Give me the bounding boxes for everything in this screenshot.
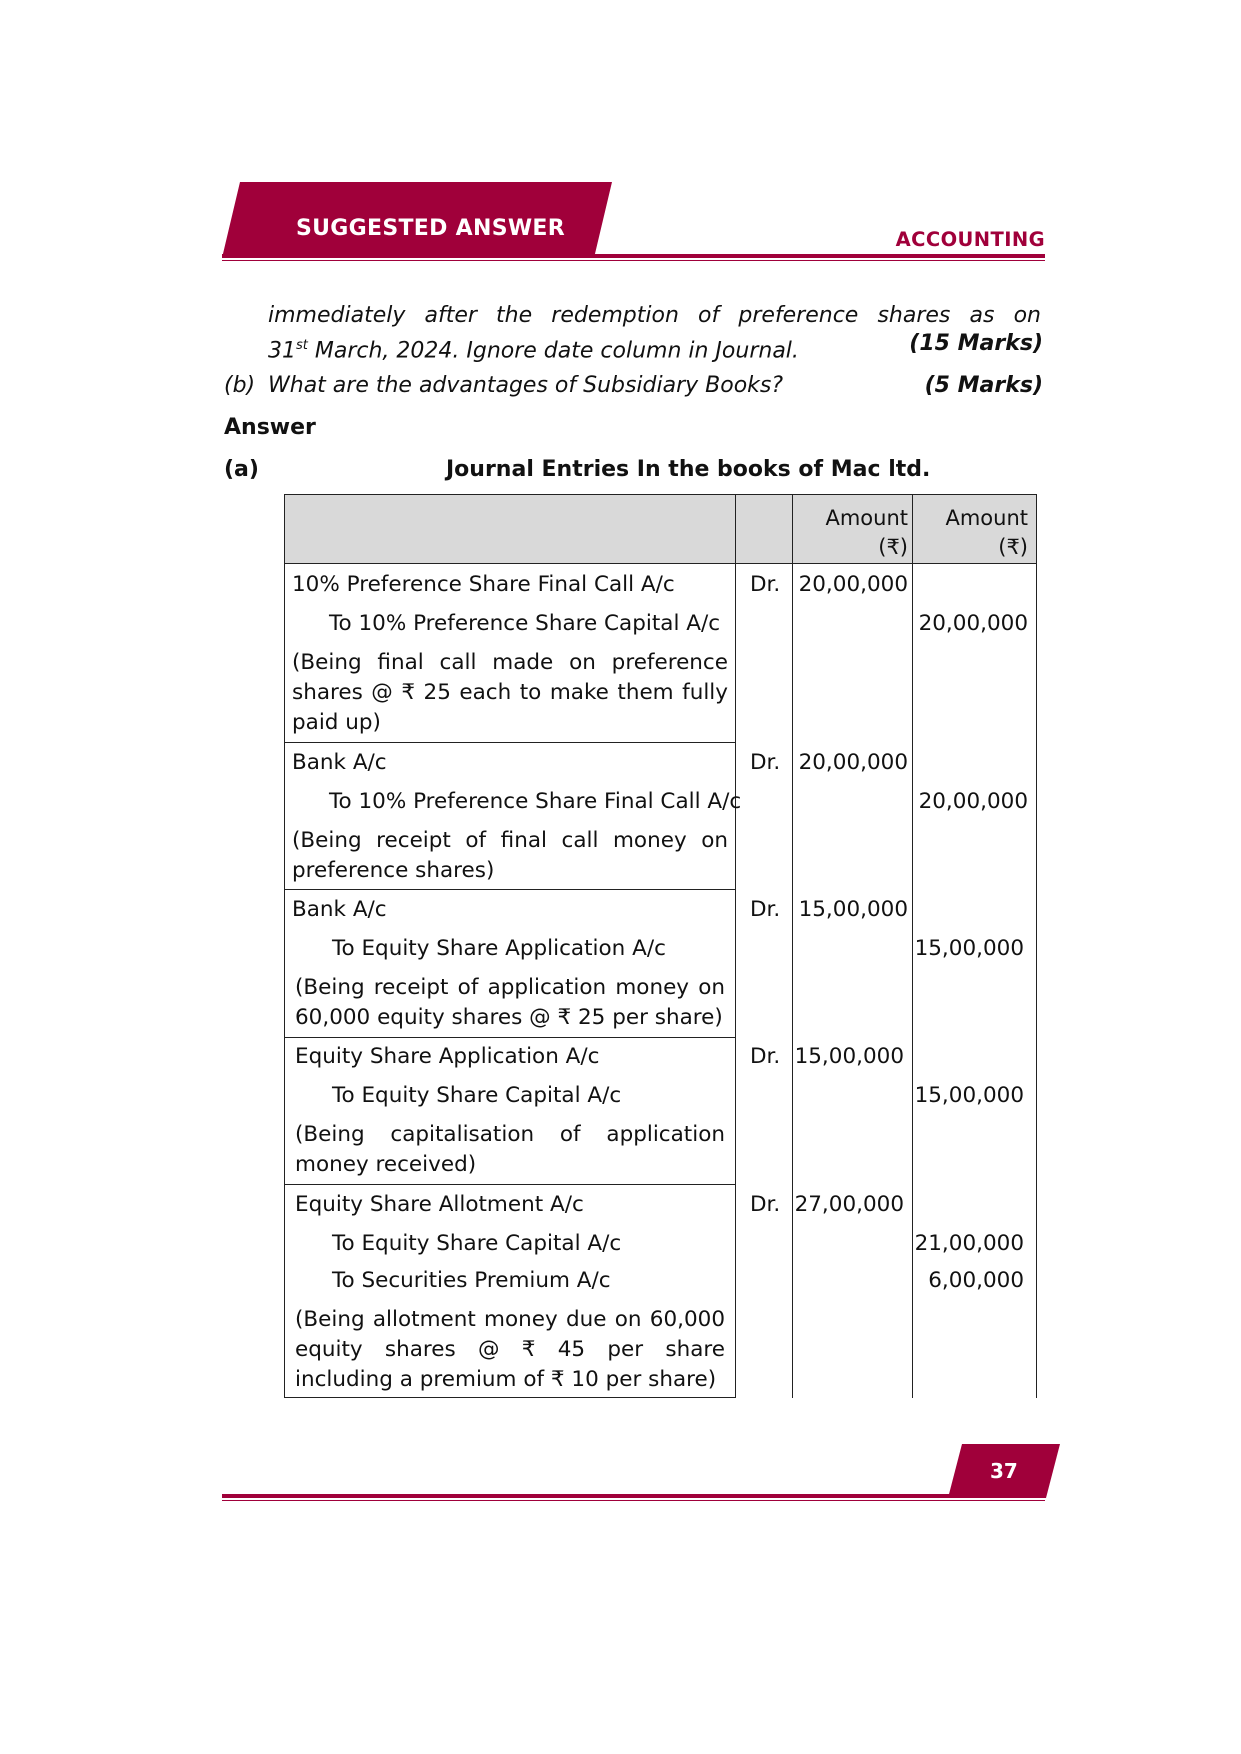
dr-marker: Dr. <box>750 1044 781 1069</box>
narration: (Being allotment money due on 60,000 equity shares @ ₹ 45 per share including a premium of ₹ 10 per share) <box>295 1307 725 1392</box>
page-number: 37 <box>990 1459 1018 1483</box>
narration: (Being receipt of application money on 60,000 equity shares @ ₹ 25 per share) <box>295 975 725 1030</box>
entry-separator <box>284 889 736 890</box>
credit-account: To Securities Premium A/c <box>332 1268 611 1293</box>
credit-amount: 20,00,000 <box>918 789 1028 814</box>
header-tab-title: SUGGESTED ANSWER <box>296 216 565 241</box>
question-b-text: What are the advantages of Subsidiary Books? <box>268 373 784 398</box>
credit-amount-header <box>914 504 1028 562</box>
debit-amount: 27,00,000 <box>794 1192 904 1217</box>
credit-account: To Equity Share Capital A/c <box>332 1083 622 1108</box>
credit-amount-unit: (₹) <box>998 535 1028 559</box>
debit-amount-unit: (₹) <box>878 535 908 559</box>
table-border-left <box>284 494 285 1398</box>
header-rule-thin <box>222 260 1045 261</box>
marks-part-a: (15 Marks) <box>909 331 1043 356</box>
dr-marker: Dr. <box>750 750 781 775</box>
credit-account: To 10% Preference Share Final Call A/c <box>329 789 742 814</box>
debit-amount-label: Amount <box>825 506 908 530</box>
dr-marker: Dr. <box>750 572 781 597</box>
credit-amount: 21,00,000 <box>914 1231 1024 1256</box>
debit-amount: 15,00,000 <box>798 897 908 922</box>
credit-account: To Equity Share Capital A/c <box>332 1231 622 1256</box>
dr-marker: Dr. <box>750 1192 781 1217</box>
credit-amount: 15,00,000 <box>914 936 1024 961</box>
journal-table <box>284 494 1037 1398</box>
debit-amount: 20,00,000 <box>798 750 908 775</box>
debit-amount: 15,00,000 <box>794 1044 904 1069</box>
header-subject: ACCOUNTING <box>895 228 1045 251</box>
date-day: 31 <box>268 338 296 364</box>
entry-separator <box>284 1184 736 1185</box>
column-divider-particulars <box>735 494 736 1398</box>
table-bottom-border <box>284 1397 736 1398</box>
debit-account: 10% Preference Share Final Call A/c <box>292 572 675 597</box>
credit-amount-label: Amount <box>945 506 1028 530</box>
entry-separator <box>284 1037 736 1038</box>
question-b-label: (b) <box>224 373 256 398</box>
debit-amount-header <box>794 504 908 562</box>
credit-amount: 6,00,000 <box>928 1268 1024 1293</box>
answer-heading: Answer <box>224 415 316 440</box>
credit-account: To Equity Share Application A/c <box>332 936 666 961</box>
narration: (Being capitalisation of application money received) <box>295 1122 725 1177</box>
credit-account: To 10% Preference Share Capital A/c <box>329 611 721 636</box>
credit-amount: 15,00,000 <box>914 1083 1024 1108</box>
journal-title: Journal Entries In the books of Mac ltd. <box>446 457 931 482</box>
answer-part-label: (a) <box>224 457 259 482</box>
narration: (Being receipt of final call money on preference shares) <box>292 828 728 883</box>
marks-part-b: (5 Marks) <box>924 373 1043 398</box>
debit-amount: 20,00,000 <box>798 572 908 597</box>
footer-rule <box>222 1494 1045 1498</box>
question-line-2 <box>268 331 799 366</box>
credit-amount: 20,00,000 <box>918 611 1028 636</box>
narration: (Being final call made on preference shares @ ₹ 25 each to make them fully paid up) <box>292 650 728 735</box>
debit-account: Bank A/c <box>292 897 387 922</box>
dr-marker: Dr. <box>750 897 781 922</box>
footer-rule-thin <box>222 1500 1045 1501</box>
question-line-1: immediately after the redemption of preference shares as on <box>268 303 1041 328</box>
entry-separator <box>284 742 736 743</box>
table-border-right <box>1036 494 1037 1398</box>
debit-account: Equity Share Application A/c <box>295 1044 600 1069</box>
date-ordinal: st <box>296 338 308 353</box>
debit-account: Bank A/c <box>292 750 387 775</box>
column-divider-dr <box>792 494 793 1398</box>
question-line-2-text: March, 2024. Ignore date column in Journal. <box>307 338 799 364</box>
header-rule <box>222 254 1045 258</box>
debit-account: Equity Share Allotment A/c <box>295 1192 584 1217</box>
